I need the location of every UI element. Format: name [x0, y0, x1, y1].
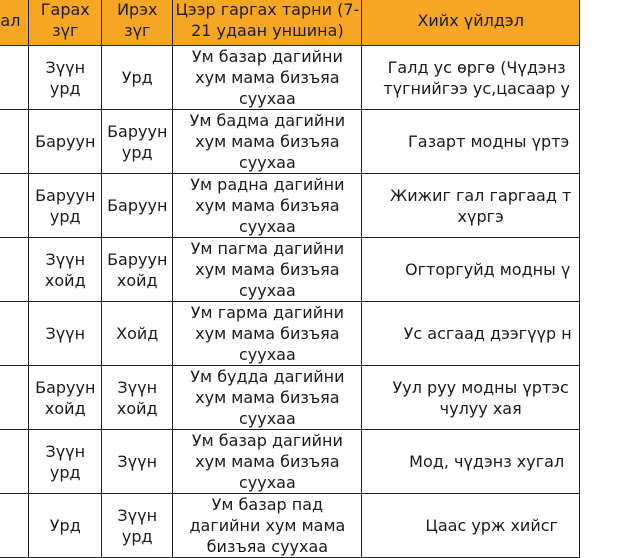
cell-mantra: Ум радна дагийни хум мама бизъяа суухаа — [173, 174, 362, 238]
cell-enter-direction: Баруун урд — [102, 110, 173, 174]
cell-day — [0, 494, 29, 558]
cell-day — [0, 46, 29, 110]
cell-enter-direction: Зүүн хойд — [102, 366, 173, 430]
header-exit-direction: Гарах зүг — [29, 0, 102, 46]
cell-action: Мод, чүдэнз хугал — [362, 430, 580, 494]
table-row — [0, 494, 580, 558]
table-row — [0, 110, 580, 174]
cell-mantra: Ум пагма дагийни хум мама бизъяа суухаа — [173, 238, 362, 302]
cell-day — [0, 366, 29, 430]
cell-exit-direction: Баруун хойд — [29, 366, 102, 430]
cell-exit-direction: Зүүн урд — [29, 430, 102, 494]
cell-exit-direction: Баруун — [29, 110, 102, 174]
cell-mantra: Ум базар дагийни хум мама бизъяа суухаа — [173, 46, 362, 110]
cell-day — [0, 238, 29, 302]
header-day: ал — [0, 0, 29, 46]
cell-action: Галд ус өргө (Чүдэнз түгнийгээ ус,цасаар у — [362, 46, 580, 110]
cell-action: Огторгуйд модны ү — [362, 238, 580, 302]
cell-mantra: Ум гарма дагийни хум мама бизъяа суухаа — [173, 302, 362, 366]
cell-mantra: Ум базар дагийни хум мама бизъяа суухаа — [173, 430, 362, 494]
cell-exit-direction: Урд — [29, 494, 102, 558]
table-row — [0, 302, 580, 366]
header-enter-direction: Ирэх зүг — [102, 0, 173, 46]
cell-enter-direction: Хойд — [102, 302, 173, 366]
cell-day — [0, 110, 29, 174]
table-row — [0, 366, 580, 430]
cell-enter-direction: Баруун — [102, 174, 173, 238]
cell-mantra: Ум базар пад дагийни хум мама бизъяа суухаа — [173, 494, 362, 558]
cell-action: Жижиг гал гаргаад т хүргэ — [362, 174, 580, 238]
table-row — [0, 174, 580, 238]
cell-exit-direction: Зүүн хойд — [29, 238, 102, 302]
table-header-row — [0, 0, 580, 46]
table-row — [0, 238, 580, 302]
cell-day — [0, 302, 29, 366]
cell-action: Цаас урж хийсг — [362, 494, 580, 558]
cell-mantra: Ум будда дагийни хум мама бизъяа суухаа — [173, 366, 362, 430]
header-mantra: Цээр гаргах тарни (7-21 удаан уншина) — [173, 0, 362, 46]
header-action: Хийх үйлдэл — [362, 0, 580, 46]
table-row — [0, 46, 580, 110]
cell-exit-direction: Зүүн урд — [29, 46, 102, 110]
cell-enter-direction: Баруун хойд — [102, 238, 173, 302]
cell-action: Ус асгаад дээгүүр н — [362, 302, 580, 366]
cell-day — [0, 174, 29, 238]
cell-exit-direction: Баруун урд — [29, 174, 102, 238]
cell-day — [0, 430, 29, 494]
cell-action: Газарт модны үртэ — [362, 110, 580, 174]
cell-action: Уул руу модны үртэс чулуу хая — [362, 366, 580, 430]
table-row — [0, 430, 580, 494]
cell-enter-direction: Зүүн — [102, 430, 173, 494]
cell-enter-direction: Урд — [102, 46, 173, 110]
cell-mantra: Ум бадма дагийни хум мама бизъяа суухаа — [173, 110, 362, 174]
cell-exit-direction: Зүүн — [29, 302, 102, 366]
cell-enter-direction: Зүүн урд — [102, 494, 173, 558]
